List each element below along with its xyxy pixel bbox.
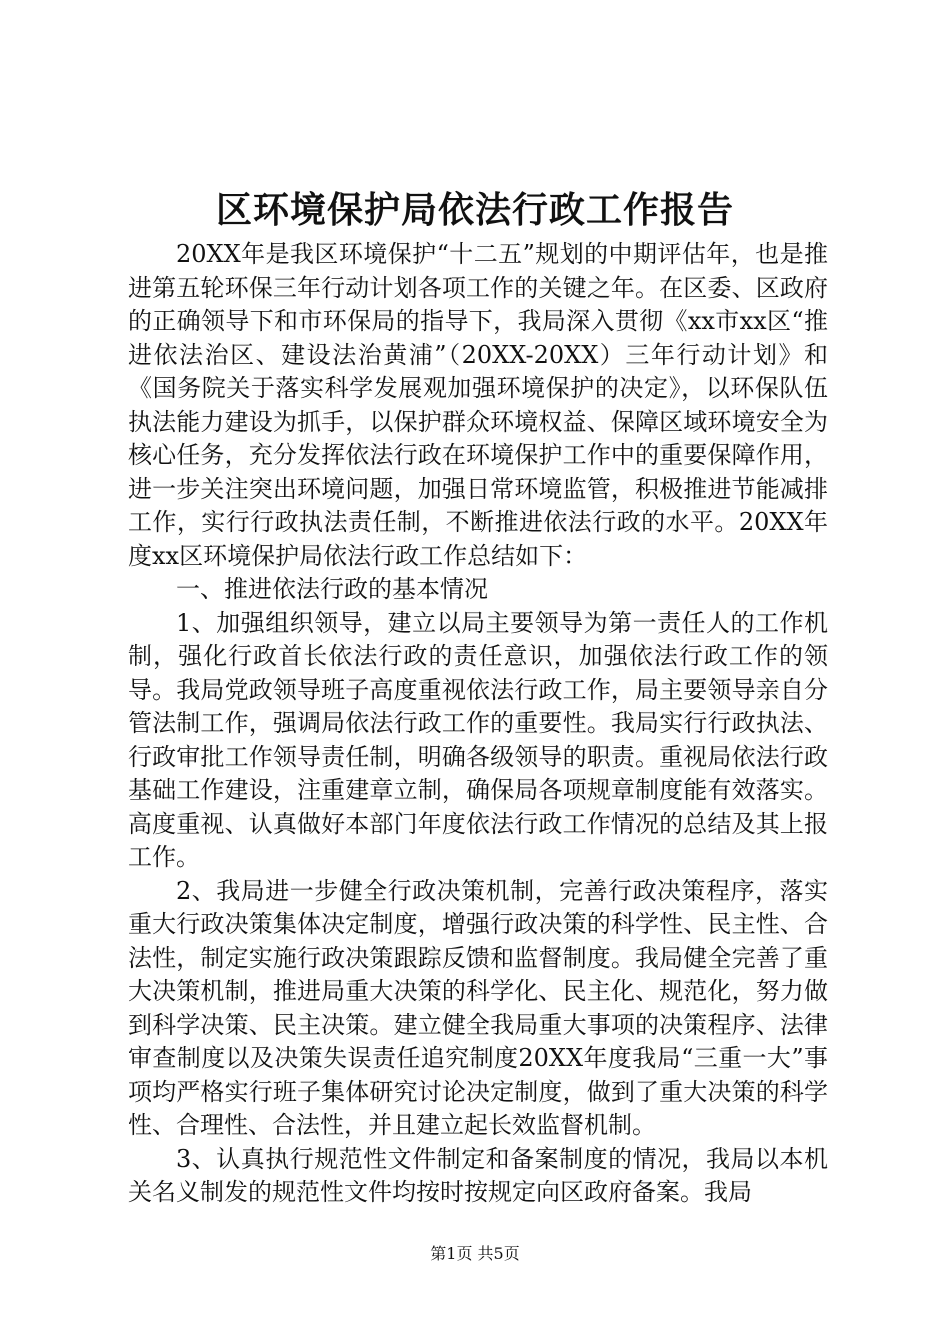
paragraph-item-1: 1、加强组织领导，建立以局主要领导为第一责任人的工作机制，强化行政首长依法行政的责任意识，加强依法行政工作的领导。我局党政领导班子高度重视依法行政工作，局主要领导亲自分管法制工作，强调局依法行政工作的重要性。我局实行行政执法、行政审批工作领导责任制，明确各级领导的职责。重视局依法行政基础工作建设，注重建章立制，确保局各项规章制度能有效落实。高度重视、认真做好本部门年度依法行政工作情况的总结及其上报工作。: [128, 608, 828, 871]
section-heading: 一、推进依法行政的基本情况: [176, 575, 488, 603]
document-body: [128, 238, 828, 1210]
paragraph-item-2: 2、我局进一步健全行政决策机制，完善行政决策程序，落实重大行政决策集体决定制度，增强行政决策的科学性、民主性、合法性，制定实施行政决策跟踪反馈和监督制度。我局健全完善了重大决策机制，推进局重大决策的科学化、民主化、规范化，努力做到科学决策、民主决策。建立健全我局重大事项的决策程序、法律审查制度以及决策失误责任追究制度20XX年度我局“三重一大”事项均严格实行班子集体研究讨论决定制度，做到了重大决策的科学性、合理性、合法性，并且建立起长效监督机制。: [128, 876, 828, 1139]
document-title: 区环境保护局依法行政工作报告: [215, 189, 734, 231]
paragraph-item-3: 3、认真执行规范性文件制定和备案制度的情况，我局以本机关名义制发的规范性文件均按时按规定向区政府备案。我局: [128, 1144, 828, 1206]
page-footer: 第1页 共5页: [430, 1244, 520, 1263]
intro-paragraph: 20XX年是我区环境保护“十二五”规划的中期评估年，也是推进第五轮环保三年行动计划各项工作的关键之年。在区委、区政府的正确领导下和市环保局的指导下，我局深入贯彻《xx市xx区“推进依法治区、建设法治黄浦”（20XX-20XX）三年行动计划》和《国务院关于落实科学发展观加强环境保护的决定》，以环保队伍执法能力建设为抓手，以保护群众环境权益、保障区域环境安全为核心任务，充分发挥依法行政在环境保护工作中的重要保障作用，进一步关注突出环境问题，加强日常环境监管，积极推进节能减排工作，实行行政执法责任制，不断推进依法行政的水平。20XX年度xx区环境保护局依法行政工作总结如下：: [128, 240, 828, 570]
